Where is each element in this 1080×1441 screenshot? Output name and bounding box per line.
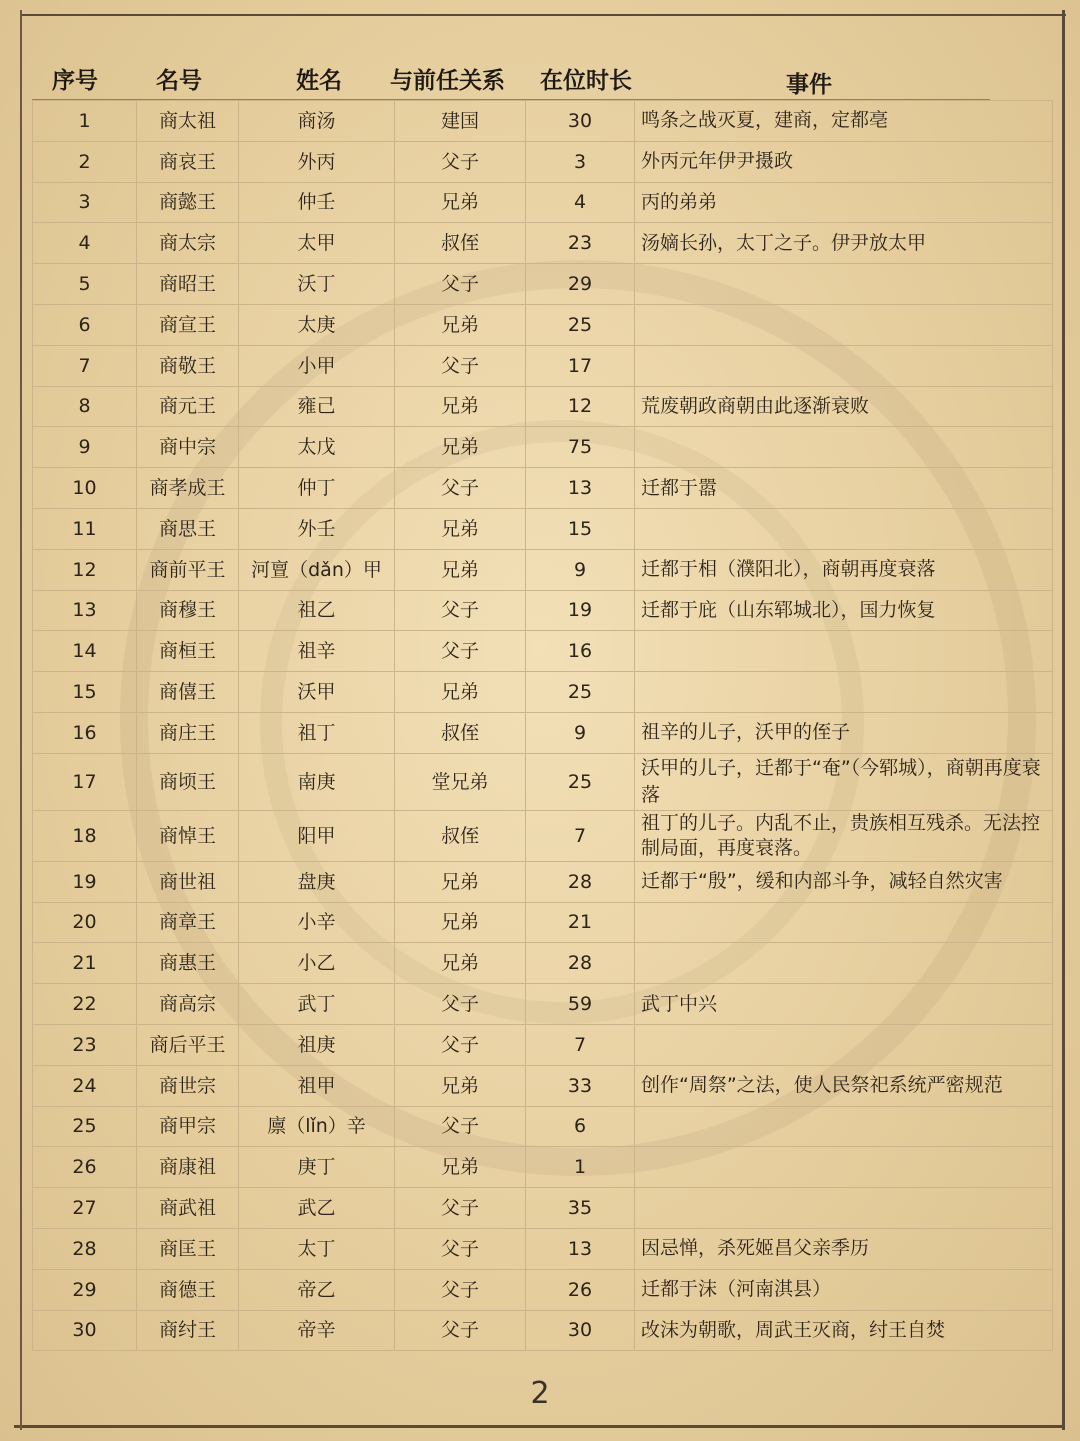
cell-event: 丙的弟弟 bbox=[635, 182, 1053, 223]
cell-name: 武乙 bbox=[239, 1188, 395, 1229]
cell-name: 小辛 bbox=[239, 902, 395, 943]
cell-title: 商甲宗 bbox=[137, 1106, 239, 1147]
cell-reign: 1 bbox=[526, 1147, 635, 1188]
cell-relation: 兄弟 bbox=[395, 943, 526, 984]
cell-event bbox=[635, 345, 1053, 386]
cell-name: 仲丁 bbox=[239, 468, 395, 509]
cell-reign: 26 bbox=[526, 1269, 635, 1310]
cell-name: 商汤 bbox=[239, 101, 395, 142]
cell-reign: 59 bbox=[526, 984, 635, 1025]
cell-name: 小乙 bbox=[239, 943, 395, 984]
cell-relation: 兄弟 bbox=[395, 508, 526, 549]
table-row bbox=[33, 345, 1053, 386]
cell-name: 雍己 bbox=[239, 386, 395, 427]
cell-event bbox=[635, 672, 1053, 713]
cell-event: 改沫为朝歌，周武王灭商，纣王自焚 bbox=[635, 1310, 1053, 1351]
cell-index: 16 bbox=[33, 712, 137, 753]
cell-event bbox=[635, 1147, 1053, 1188]
cell-relation: 父子 bbox=[395, 590, 526, 631]
cell-title: 商匡王 bbox=[137, 1228, 239, 1269]
cell-index: 18 bbox=[33, 810, 137, 861]
table-row bbox=[33, 984, 1053, 1025]
table-row bbox=[33, 861, 1053, 902]
cell-event: 沃甲的儿子，迁都于“奄”（今郓城），商朝再度衰落 bbox=[635, 753, 1053, 810]
cell-event bbox=[635, 1188, 1053, 1229]
cell-reign: 21 bbox=[526, 902, 635, 943]
cell-title: 商武祖 bbox=[137, 1188, 239, 1229]
cell-event: 迁都于“殷”，缓和内部斗争，减轻自然灾害 bbox=[635, 861, 1053, 902]
cell-index: 23 bbox=[33, 1024, 137, 1065]
cell-event: 创作“周祭”之法，使人民祭祀系统严密规范 bbox=[635, 1065, 1053, 1106]
cell-event: 祖丁的儿子。内乱不止，贵族相互残杀。无法控制局面，再度衰落。 bbox=[635, 810, 1053, 861]
cell-title: 商太祖 bbox=[137, 101, 239, 142]
cell-relation: 建国 bbox=[395, 101, 526, 142]
cell-relation: 兄弟 bbox=[395, 549, 526, 590]
cell-index: 13 bbox=[33, 590, 137, 631]
table-row bbox=[33, 810, 1053, 861]
table-row bbox=[33, 1310, 1053, 1351]
cell-event: 外丙元年伊尹摄政 bbox=[635, 141, 1053, 182]
cell-event bbox=[635, 304, 1053, 345]
header-event: 事件 bbox=[786, 72, 832, 98]
cell-index: 27 bbox=[33, 1188, 137, 1229]
cell-reign: 75 bbox=[526, 427, 635, 468]
cell-title: 商世宗 bbox=[137, 1065, 239, 1106]
table-row bbox=[33, 468, 1053, 509]
cell-index: 1 bbox=[33, 101, 137, 142]
cell-index: 12 bbox=[33, 549, 137, 590]
cell-relation: 兄弟 bbox=[395, 1065, 526, 1106]
cell-reign: 29 bbox=[526, 264, 635, 305]
cell-event: 荒废朝政商朝由此逐渐衰败 bbox=[635, 386, 1053, 427]
cell-event bbox=[635, 1106, 1053, 1147]
cell-event: 迁都于沫（河南淇县） bbox=[635, 1269, 1053, 1310]
cell-name: 祖庚 bbox=[239, 1024, 395, 1065]
header-relation: 与前任关系 bbox=[390, 68, 505, 94]
cell-name: 外丙 bbox=[239, 141, 395, 182]
cell-title: 商惠王 bbox=[137, 943, 239, 984]
cell-name: 武丁 bbox=[239, 984, 395, 1025]
cell-index: 17 bbox=[33, 753, 137, 810]
cell-relation: 父子 bbox=[395, 141, 526, 182]
table-row bbox=[33, 902, 1053, 943]
table-row bbox=[33, 631, 1053, 672]
cell-title: 商纣王 bbox=[137, 1310, 239, 1351]
table-header bbox=[30, 56, 1030, 100]
cell-event: 祖辛的儿子，沃甲的侄子 bbox=[635, 712, 1053, 753]
cell-index: 21 bbox=[33, 943, 137, 984]
cell-relation: 父子 bbox=[395, 1269, 526, 1310]
cell-index: 22 bbox=[33, 984, 137, 1025]
cell-title: 商宣王 bbox=[137, 304, 239, 345]
cell-name: 太甲 bbox=[239, 223, 395, 264]
cell-event: 汤嫡长孙，太丁之子。伊尹放太甲 bbox=[635, 223, 1053, 264]
cell-relation: 兄弟 bbox=[395, 386, 526, 427]
cell-index: 3 bbox=[33, 182, 137, 223]
table-row bbox=[33, 427, 1053, 468]
cell-reign: 25 bbox=[526, 672, 635, 713]
cell-relation: 父子 bbox=[395, 631, 526, 672]
cell-event: 鸣条之战灭夏，建商，定都亳 bbox=[635, 101, 1053, 142]
cell-reign: 3 bbox=[526, 141, 635, 182]
cell-reign: 9 bbox=[526, 712, 635, 753]
cell-index: 7 bbox=[33, 345, 137, 386]
cell-event: 迁都于庇（山东郓城北），国力恢复 bbox=[635, 590, 1053, 631]
cell-event bbox=[635, 264, 1053, 305]
cell-event: 迁都于嚣 bbox=[635, 468, 1053, 509]
cell-title: 商僖王 bbox=[137, 672, 239, 713]
cell-relation: 兄弟 bbox=[395, 304, 526, 345]
cell-name: 祖乙 bbox=[239, 590, 395, 631]
cell-reign: 13 bbox=[526, 1228, 635, 1269]
cell-reign: 19 bbox=[526, 590, 635, 631]
cell-title: 商康祖 bbox=[137, 1147, 239, 1188]
table-row bbox=[33, 304, 1053, 345]
cell-relation: 父子 bbox=[395, 345, 526, 386]
cell-title: 商元王 bbox=[137, 386, 239, 427]
cell-title: 商哀王 bbox=[137, 141, 239, 182]
header-name: 姓名 bbox=[296, 68, 342, 94]
cell-reign: 7 bbox=[526, 1024, 635, 1065]
table-row bbox=[33, 549, 1053, 590]
cell-index: 25 bbox=[33, 1106, 137, 1147]
table-row bbox=[33, 223, 1053, 264]
cell-event bbox=[635, 902, 1053, 943]
cell-name: 祖丁 bbox=[239, 712, 395, 753]
table-row bbox=[33, 182, 1053, 223]
cell-name: 外壬 bbox=[239, 508, 395, 549]
cell-name: 河亶（dǎn）甲 bbox=[239, 549, 395, 590]
cell-index: 14 bbox=[33, 631, 137, 672]
cell-index: 29 bbox=[33, 1269, 137, 1310]
header-title: 名号 bbox=[156, 68, 202, 94]
frame-right-border bbox=[1062, 10, 1065, 1430]
cell-title: 商懿王 bbox=[137, 182, 239, 223]
cell-event: 因忌惮，杀死姬昌父亲季历 bbox=[635, 1228, 1053, 1269]
cell-name: 帝乙 bbox=[239, 1269, 395, 1310]
cell-event: 武丁中兴 bbox=[635, 984, 1053, 1025]
cell-relation: 父子 bbox=[395, 984, 526, 1025]
cell-title: 商昭王 bbox=[137, 264, 239, 305]
cell-relation: 兄弟 bbox=[395, 427, 526, 468]
cell-title: 商孝成王 bbox=[137, 468, 239, 509]
table-row bbox=[33, 1147, 1053, 1188]
cell-name: 沃丁 bbox=[239, 264, 395, 305]
cell-title: 商章王 bbox=[137, 902, 239, 943]
table-row bbox=[33, 101, 1053, 142]
cell-index: 15 bbox=[33, 672, 137, 713]
cell-name: 南庚 bbox=[239, 753, 395, 810]
table-row bbox=[33, 753, 1053, 810]
cell-title: 商穆王 bbox=[137, 590, 239, 631]
cell-index: 10 bbox=[33, 468, 137, 509]
cell-name: 帝辛 bbox=[239, 1310, 395, 1351]
cell-name: 仲壬 bbox=[239, 182, 395, 223]
table-row bbox=[33, 1269, 1053, 1310]
cell-event bbox=[635, 1024, 1053, 1065]
cell-title: 商顷王 bbox=[137, 753, 239, 810]
cell-name: 廪（lǐn）辛 bbox=[239, 1106, 395, 1147]
cell-relation: 父子 bbox=[395, 1228, 526, 1269]
cell-reign: 25 bbox=[526, 753, 635, 810]
cell-reign: 25 bbox=[526, 304, 635, 345]
cell-name: 庚丁 bbox=[239, 1147, 395, 1188]
cell-name: 太丁 bbox=[239, 1228, 395, 1269]
cell-index: 2 bbox=[33, 141, 137, 182]
cell-relation: 兄弟 bbox=[395, 902, 526, 943]
cell-event: 迁都于相（濮阳北），商朝再度衰落 bbox=[635, 549, 1053, 590]
cell-title: 商悼王 bbox=[137, 810, 239, 861]
cell-index: 19 bbox=[33, 861, 137, 902]
cell-name: 阳甲 bbox=[239, 810, 395, 861]
cell-index: 20 bbox=[33, 902, 137, 943]
cell-relation: 堂兄弟 bbox=[395, 753, 526, 810]
cell-index: 6 bbox=[33, 304, 137, 345]
cell-event bbox=[635, 631, 1053, 672]
kings-table bbox=[32, 100, 1053, 1351]
cell-title: 商高宗 bbox=[137, 984, 239, 1025]
cell-index: 9 bbox=[33, 427, 137, 468]
cell-name: 沃甲 bbox=[239, 672, 395, 713]
cell-title: 商后平王 bbox=[137, 1024, 239, 1065]
table-row bbox=[33, 1065, 1053, 1106]
cell-relation: 叔侄 bbox=[395, 810, 526, 861]
cell-name: 祖辛 bbox=[239, 631, 395, 672]
cell-reign: 15 bbox=[526, 508, 635, 549]
cell-name: 太庚 bbox=[239, 304, 395, 345]
cell-reign: 17 bbox=[526, 345, 635, 386]
cell-title: 商中宗 bbox=[137, 427, 239, 468]
cell-index: 11 bbox=[33, 508, 137, 549]
cell-relation: 兄弟 bbox=[395, 1147, 526, 1188]
cell-reign: 12 bbox=[526, 386, 635, 427]
cell-index: 28 bbox=[33, 1228, 137, 1269]
table-row bbox=[33, 1228, 1053, 1269]
cell-title: 商桓王 bbox=[137, 631, 239, 672]
cell-name: 太戊 bbox=[239, 427, 395, 468]
cell-title: 商太宗 bbox=[137, 223, 239, 264]
cell-index: 8 bbox=[33, 386, 137, 427]
cell-reign: 7 bbox=[526, 810, 635, 861]
cell-index: 26 bbox=[33, 1147, 137, 1188]
table-row bbox=[33, 1188, 1053, 1229]
cell-index: 24 bbox=[33, 1065, 137, 1106]
cell-relation: 父子 bbox=[395, 1310, 526, 1351]
cell-reign: 13 bbox=[526, 468, 635, 509]
cell-relation: 叔侄 bbox=[395, 223, 526, 264]
cell-title: 商思王 bbox=[137, 508, 239, 549]
cell-relation: 父子 bbox=[395, 264, 526, 305]
cell-relation: 兄弟 bbox=[395, 182, 526, 223]
table-row bbox=[33, 264, 1053, 305]
cell-title: 商庄王 bbox=[137, 712, 239, 753]
cell-reign: 4 bbox=[526, 182, 635, 223]
cell-name: 小甲 bbox=[239, 345, 395, 386]
cell-relation: 父子 bbox=[395, 1106, 526, 1147]
table-row bbox=[33, 590, 1053, 631]
cell-name: 祖甲 bbox=[239, 1065, 395, 1106]
cell-title: 商敬王 bbox=[137, 345, 239, 386]
cell-reign: 16 bbox=[526, 631, 635, 672]
table-row bbox=[33, 141, 1053, 182]
cell-reign: 30 bbox=[526, 101, 635, 142]
cell-reign: 30 bbox=[526, 1310, 635, 1351]
cell-relation: 父子 bbox=[395, 468, 526, 509]
cell-relation: 叔侄 bbox=[395, 712, 526, 753]
cell-event bbox=[635, 508, 1053, 549]
cell-name: 盘庚 bbox=[239, 861, 395, 902]
page-number: 2 bbox=[530, 1376, 550, 1411]
table-row bbox=[33, 712, 1053, 753]
cell-reign: 23 bbox=[526, 223, 635, 264]
cell-reign: 28 bbox=[526, 861, 635, 902]
table-body bbox=[33, 101, 1053, 1351]
frame-top-border bbox=[20, 14, 1066, 16]
cell-event bbox=[635, 427, 1053, 468]
table-row bbox=[33, 943, 1053, 984]
cell-reign: 28 bbox=[526, 943, 635, 984]
cell-title: 商前平王 bbox=[137, 549, 239, 590]
cell-relation: 兄弟 bbox=[395, 672, 526, 713]
cell-index: 30 bbox=[33, 1310, 137, 1351]
cell-index: 5 bbox=[33, 264, 137, 305]
cell-title: 商德王 bbox=[137, 1269, 239, 1310]
cell-reign: 35 bbox=[526, 1188, 635, 1229]
table-row bbox=[33, 672, 1053, 713]
cell-relation: 兄弟 bbox=[395, 861, 526, 902]
table-row bbox=[33, 386, 1053, 427]
cell-reign: 33 bbox=[526, 1065, 635, 1106]
cell-event bbox=[635, 943, 1053, 984]
frame-bottom-border bbox=[14, 1425, 1064, 1428]
cell-reign: 9 bbox=[526, 549, 635, 590]
cell-index: 4 bbox=[33, 223, 137, 264]
frame-left-border bbox=[20, 10, 22, 1430]
cell-reign: 6 bbox=[526, 1106, 635, 1147]
table-row bbox=[33, 1024, 1053, 1065]
cell-title: 商世祖 bbox=[137, 861, 239, 902]
header-index: 序号 bbox=[52, 68, 98, 94]
cell-relation: 父子 bbox=[395, 1024, 526, 1065]
table-row bbox=[33, 508, 1053, 549]
table-row bbox=[33, 1106, 1053, 1147]
cell-relation: 父子 bbox=[395, 1188, 526, 1229]
header-reign: 在位时长 bbox=[540, 68, 632, 94]
